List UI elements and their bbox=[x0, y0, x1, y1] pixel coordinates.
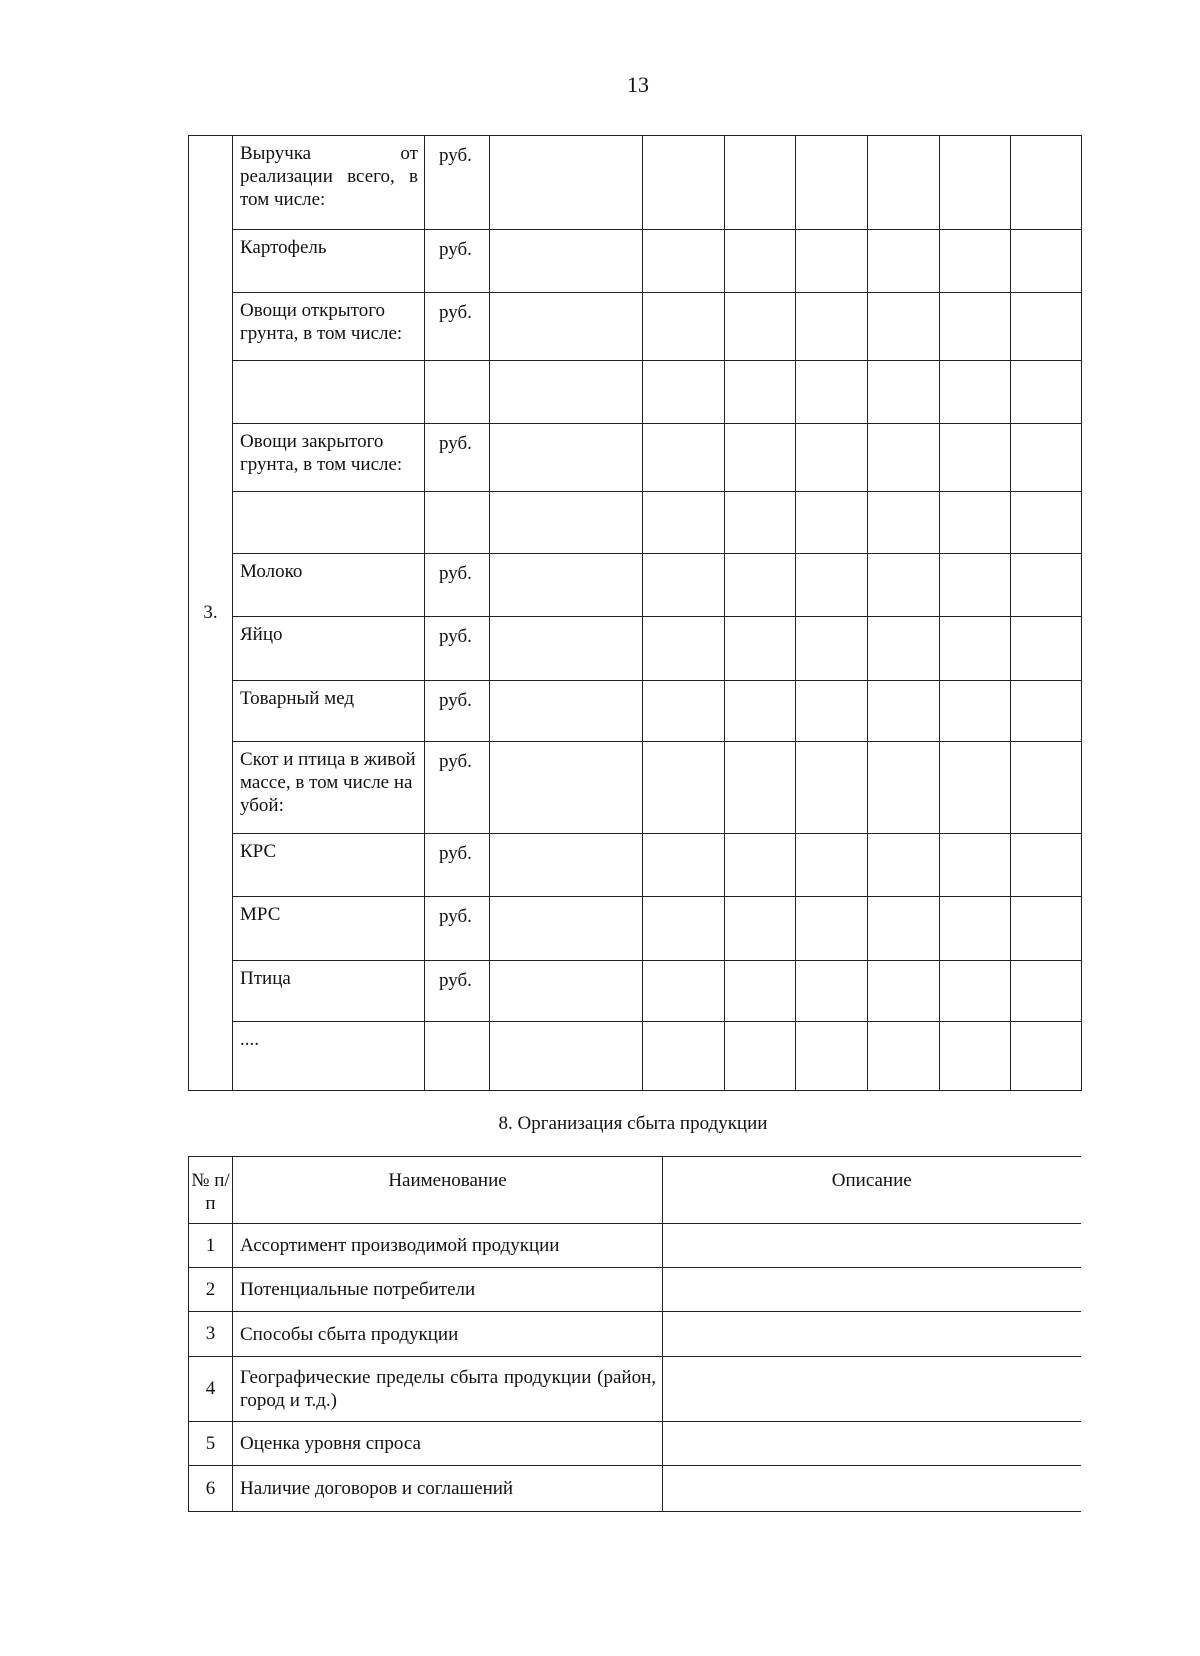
data-cell[interactable] bbox=[1011, 136, 1082, 230]
data-cell[interactable] bbox=[868, 617, 940, 681]
data-cell[interactable] bbox=[1011, 1022, 1082, 1091]
table-row bbox=[189, 681, 1082, 742]
data-cell[interactable] bbox=[1011, 834, 1082, 897]
data-cell[interactable] bbox=[796, 681, 868, 742]
header-num: № п/п bbox=[189, 1157, 233, 1224]
row-unit: руб. bbox=[425, 554, 490, 617]
table-row bbox=[189, 230, 1082, 293]
data-cell[interactable] bbox=[796, 230, 868, 293]
data-cell[interactable] bbox=[940, 961, 1011, 1022]
data-cell[interactable] bbox=[1011, 554, 1082, 617]
section-number: 3. bbox=[189, 136, 233, 1091]
data-cell[interactable] bbox=[490, 424, 643, 492]
row-item: Овощи закрытого грунта, в том числе: bbox=[233, 424, 425, 492]
header-description: Описание bbox=[663, 1157, 1081, 1224]
table-row bbox=[189, 742, 1082, 834]
row-unit: руб. bbox=[425, 293, 490, 361]
data-cell[interactable] bbox=[796, 742, 868, 834]
data-cell[interactable] bbox=[940, 1022, 1011, 1091]
data-cell[interactable] bbox=[1011, 617, 1082, 681]
data-cell[interactable] bbox=[868, 834, 940, 897]
row-unit: руб. bbox=[425, 617, 490, 681]
data-cell[interactable] bbox=[868, 230, 940, 293]
data-cell[interactable] bbox=[725, 361, 796, 424]
data-cell[interactable] bbox=[1011, 230, 1082, 293]
data-cell[interactable] bbox=[868, 681, 940, 742]
row-unit: руб. bbox=[425, 897, 490, 961]
data-cell[interactable] bbox=[490, 961, 643, 1022]
data-cell[interactable] bbox=[643, 897, 725, 961]
row-name: Потенциальные потребители bbox=[233, 1268, 663, 1312]
data-cell[interactable] bbox=[490, 230, 643, 293]
row-name: Оценка уровня спроса bbox=[233, 1422, 663, 1466]
data-cell[interactable] bbox=[1011, 742, 1082, 834]
data-cell[interactable] bbox=[940, 136, 1011, 230]
row-item: КРС bbox=[233, 834, 425, 897]
table-row bbox=[189, 1357, 1081, 1422]
data-cell[interactable] bbox=[940, 617, 1011, 681]
data-cell[interactable] bbox=[490, 617, 643, 681]
data-cell[interactable] bbox=[796, 136, 868, 230]
row-item: Выручка от реализации всего, в том числе: bbox=[233, 136, 425, 230]
revenue-table bbox=[188, 135, 1082, 1091]
description-cell[interactable] bbox=[663, 1357, 1081, 1422]
row-item: Птица bbox=[233, 961, 425, 1022]
table-row bbox=[189, 1466, 1081, 1512]
data-cell[interactable] bbox=[490, 897, 643, 961]
data-cell[interactable] bbox=[940, 293, 1011, 361]
data-cell[interactable] bbox=[643, 136, 725, 230]
row-name: Наличие договоров и соглашений bbox=[233, 1466, 663, 1512]
row-item: МРС bbox=[233, 897, 425, 961]
data-cell[interactable] bbox=[643, 961, 725, 1022]
row-unit: руб. bbox=[425, 230, 490, 293]
data-cell[interactable] bbox=[868, 742, 940, 834]
row-unit: руб. bbox=[425, 681, 490, 742]
data-cell[interactable] bbox=[940, 230, 1011, 293]
data-cell[interactable] bbox=[796, 617, 868, 681]
data-cell[interactable] bbox=[1011, 361, 1082, 424]
data-cell[interactable] bbox=[868, 136, 940, 230]
data-cell[interactable] bbox=[796, 897, 868, 961]
data-cell[interactable] bbox=[796, 834, 868, 897]
row-unit: руб. bbox=[425, 136, 490, 230]
description-cell[interactable] bbox=[663, 1422, 1081, 1466]
description-cell[interactable] bbox=[663, 1466, 1081, 1512]
data-cell[interactable] bbox=[868, 1022, 940, 1091]
row-num: 5 bbox=[189, 1422, 233, 1466]
table-row bbox=[189, 1312, 1081, 1357]
row-item: Товарный мед bbox=[233, 681, 425, 742]
data-cell[interactable] bbox=[868, 961, 940, 1022]
description-cell[interactable] bbox=[663, 1224, 1081, 1268]
table-row bbox=[189, 361, 1082, 424]
data-cell[interactable] bbox=[643, 1022, 725, 1091]
data-cell[interactable] bbox=[796, 424, 868, 492]
data-cell[interactable] bbox=[643, 681, 725, 742]
table-row bbox=[189, 1268, 1081, 1312]
data-cell[interactable] bbox=[725, 834, 796, 897]
row-num: 6 bbox=[189, 1466, 233, 1512]
data-cell[interactable] bbox=[940, 361, 1011, 424]
data-cell[interactable] bbox=[725, 136, 796, 230]
data-cell[interactable] bbox=[643, 230, 725, 293]
row-name: Ассортимент производимой продукции bbox=[233, 1224, 663, 1268]
data-cell[interactable] bbox=[796, 492, 868, 554]
data-cell[interactable] bbox=[643, 617, 725, 681]
table-row bbox=[189, 1422, 1081, 1466]
data-cell[interactable] bbox=[868, 492, 940, 554]
page-number: 13 bbox=[627, 72, 649, 97]
data-cell[interactable] bbox=[643, 293, 725, 361]
data-cell[interactable] bbox=[796, 361, 868, 424]
data-cell[interactable] bbox=[1011, 897, 1082, 961]
row-unit: руб. bbox=[425, 834, 490, 897]
sales-organization-table bbox=[188, 1156, 1081, 1512]
data-cell[interactable] bbox=[940, 742, 1011, 834]
row-item bbox=[233, 361, 425, 424]
data-cell[interactable] bbox=[725, 897, 796, 961]
header-row bbox=[189, 1157, 1081, 1224]
data-cell[interactable] bbox=[725, 293, 796, 361]
row-item bbox=[233, 492, 425, 554]
table-row bbox=[189, 834, 1082, 897]
row-num: 1 bbox=[189, 1224, 233, 1268]
data-cell[interactable] bbox=[940, 554, 1011, 617]
row-unit: руб. bbox=[425, 424, 490, 492]
table-row bbox=[189, 897, 1082, 961]
data-cell[interactable] bbox=[796, 961, 868, 1022]
data-cell[interactable] bbox=[868, 361, 940, 424]
data-cell[interactable] bbox=[1011, 492, 1082, 554]
row-name: Способы сбыта продукции bbox=[233, 1312, 663, 1357]
data-cell[interactable] bbox=[490, 492, 643, 554]
data-cell[interactable] bbox=[725, 424, 796, 492]
table-row bbox=[189, 136, 1082, 230]
table-row bbox=[189, 554, 1082, 617]
row-num: 3 bbox=[189, 1312, 233, 1357]
data-cell[interactable] bbox=[940, 834, 1011, 897]
row-num: 4 bbox=[189, 1357, 233, 1422]
row-item: Скот и птица в живой массе, в том числе на убой: bbox=[233, 742, 425, 834]
table-row bbox=[189, 424, 1082, 492]
data-cell[interactable] bbox=[1011, 424, 1082, 492]
data-cell[interactable] bbox=[940, 424, 1011, 492]
table-row bbox=[189, 617, 1082, 681]
table-row bbox=[189, 1022, 1082, 1091]
data-cell[interactable] bbox=[490, 136, 643, 230]
data-cell[interactable] bbox=[490, 293, 643, 361]
row-item: Овощи открытого грунта, в том числе: bbox=[233, 293, 425, 361]
data-cell[interactable] bbox=[868, 293, 940, 361]
data-cell[interactable] bbox=[643, 554, 725, 617]
section-title: 8. Организация сбыта продукции bbox=[498, 1113, 768, 1134]
data-cell[interactable] bbox=[725, 681, 796, 742]
data-cell[interactable] bbox=[940, 681, 1011, 742]
data-cell[interactable] bbox=[940, 492, 1011, 554]
data-cell[interactable] bbox=[643, 492, 725, 554]
row-num: 2 bbox=[189, 1268, 233, 1312]
data-cell[interactable] bbox=[868, 554, 940, 617]
table-row bbox=[189, 492, 1082, 554]
row-unit: руб. bbox=[425, 961, 490, 1022]
row-unit bbox=[425, 361, 490, 424]
row-item: .... bbox=[233, 1022, 425, 1091]
row-name: Географические пределы сбыта продукции (район, город и т.д.) bbox=[233, 1357, 663, 1422]
data-cell[interactable] bbox=[643, 834, 725, 897]
data-cell[interactable] bbox=[868, 897, 940, 961]
data-cell[interactable] bbox=[940, 897, 1011, 961]
table-row bbox=[189, 1224, 1081, 1268]
data-cell[interactable] bbox=[643, 361, 725, 424]
data-cell[interactable] bbox=[490, 681, 643, 742]
data-cell[interactable] bbox=[490, 742, 643, 834]
row-item: Картофель bbox=[233, 230, 425, 293]
data-cell[interactable] bbox=[796, 1022, 868, 1091]
table-row bbox=[189, 293, 1082, 361]
data-cell[interactable] bbox=[643, 424, 725, 492]
description-cell[interactable] bbox=[663, 1312, 1081, 1357]
data-cell[interactable] bbox=[725, 492, 796, 554]
data-cell[interactable] bbox=[490, 834, 643, 897]
row-unit bbox=[425, 1022, 490, 1091]
data-cell[interactable] bbox=[725, 617, 796, 681]
data-cell[interactable] bbox=[1011, 681, 1082, 742]
data-cell[interactable] bbox=[1011, 961, 1082, 1022]
row-unit bbox=[425, 492, 490, 554]
data-cell[interactable] bbox=[796, 554, 868, 617]
description-cell[interactable] bbox=[663, 1268, 1081, 1312]
header-name: Наименование bbox=[233, 1157, 663, 1224]
data-cell[interactable] bbox=[490, 361, 643, 424]
data-cell[interactable] bbox=[1011, 293, 1082, 361]
data-cell[interactable] bbox=[725, 961, 796, 1022]
table-row bbox=[189, 961, 1082, 1022]
data-cell[interactable] bbox=[725, 554, 796, 617]
data-cell[interactable] bbox=[643, 742, 725, 834]
data-cell[interactable] bbox=[868, 424, 940, 492]
row-item: Молоко bbox=[233, 554, 425, 617]
data-cell[interactable] bbox=[725, 230, 796, 293]
row-item: Яйцо bbox=[233, 617, 425, 681]
data-cell[interactable] bbox=[725, 1022, 796, 1091]
data-cell[interactable] bbox=[725, 742, 796, 834]
data-cell[interactable] bbox=[490, 554, 643, 617]
data-cell[interactable] bbox=[490, 1022, 643, 1091]
row-unit: руб. bbox=[425, 742, 490, 834]
data-cell[interactable] bbox=[796, 293, 868, 361]
